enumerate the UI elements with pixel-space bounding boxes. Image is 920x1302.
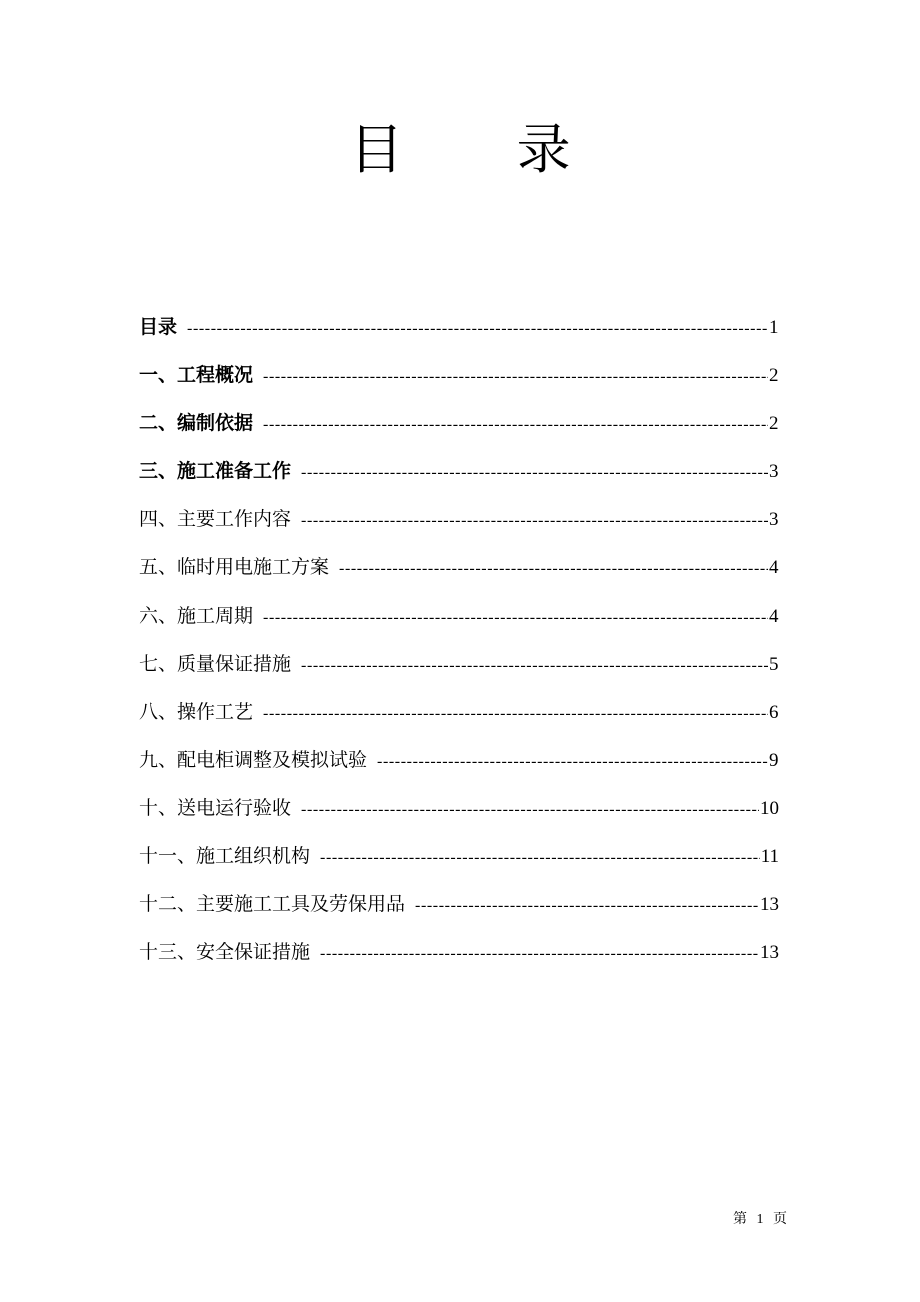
toc-entry[interactable]: [139, 937, 779, 985]
page-title: 目 录: [349, 118, 619, 181]
toc-entry-label: 十一、施工组织机构: [139, 845, 311, 868]
toc-entry-label: 十三、安全保证措施: [139, 941, 311, 964]
toc-entry-page-number: 2: [769, 365, 779, 387]
toc-entry[interactable]: [139, 697, 779, 745]
toc-entry-label: 一、工程概况: [139, 364, 254, 387]
toc-entry-page-number: 13: [760, 942, 779, 964]
toc-entry-page-number: 5: [769, 653, 779, 675]
toc-leader-dashes: [320, 843, 760, 873]
toc-entry-label: 十、送电运行验收: [139, 796, 292, 819]
toc-leader-dashes: [339, 554, 768, 584]
toc-entry[interactable]: [139, 649, 779, 697]
toc-leader-dashes: [301, 795, 759, 825]
toc-entry[interactable]: [139, 745, 779, 793]
toc-entry-label: 八、操作工艺: [139, 700, 254, 723]
toc-entry[interactable]: [139, 456, 779, 504]
toc-entry-label: 三、施工准备工作: [139, 460, 292, 483]
toc-entry-label: 五、临时用电施工方案: [139, 556, 330, 579]
toc-entry[interactable]: [139, 793, 779, 841]
toc-entry-label: 九、配电柜调整及模拟试验: [139, 748, 368, 771]
toc-entry[interactable]: [139, 504, 779, 552]
toc-leader-dashes: [301, 651, 768, 681]
toc-entry-page-number: 11: [760, 846, 779, 868]
toc-entry-page-number: 13: [760, 894, 779, 916]
toc-leader-dashes: [320, 939, 759, 969]
toc-entry-page-number: 9: [769, 749, 779, 771]
toc-entry[interactable]: [139, 841, 779, 889]
toc-leader-dashes: [187, 314, 768, 344]
toc-entry-label: 四、主要工作内容: [139, 508, 292, 531]
toc-entry-label: 二、编制依据: [139, 412, 254, 435]
toc-entry-label: 目录: [139, 316, 178, 338]
toc-entry-page-number: 10: [760, 797, 779, 819]
toc-entry-label: 六、施工周期: [139, 604, 254, 627]
toc-entry-label: 七、质量保证措施: [139, 652, 292, 675]
toc-entry-page-number: 4: [769, 557, 779, 579]
toc-entry[interactable]: [139, 601, 779, 649]
toc-leader-dashes: [263, 699, 768, 729]
toc-entry-page-number: 1: [769, 317, 779, 338]
toc-leader-dashes: [301, 506, 768, 536]
footer-prefix: 第: [733, 1212, 747, 1227]
toc-entry-label: 十二、主要施工工具及劳保用品: [139, 893, 406, 916]
toc-entry-page-number: 6: [769, 701, 779, 723]
toc-leader-dashes: [263, 410, 768, 440]
toc-entry-page-number: 3: [769, 509, 779, 531]
toc-entry-page-number: 3: [769, 461, 779, 483]
toc-entry-page-number: 4: [769, 605, 779, 627]
toc-entry[interactable]: [139, 360, 779, 408]
toc-leader-dashes: [301, 458, 768, 488]
toc-leader-dashes: [377, 747, 768, 777]
footer-suffix: 页: [773, 1212, 787, 1227]
toc-entry[interactable]: [139, 312, 779, 360]
toc-leader-dashes: [415, 891, 759, 921]
toc-leader-dashes: [263, 603, 768, 633]
table-of-contents: [139, 312, 779, 985]
toc-entry[interactable]: [139, 889, 779, 937]
toc-entry[interactable]: [139, 552, 779, 600]
footer-page-number: 1: [756, 1212, 764, 1227]
toc-leader-dashes: [263, 362, 768, 392]
toc-entry[interactable]: [139, 408, 779, 456]
toc-entry-page-number: 2: [769, 413, 779, 435]
page-footer: [733, 1208, 793, 1228]
